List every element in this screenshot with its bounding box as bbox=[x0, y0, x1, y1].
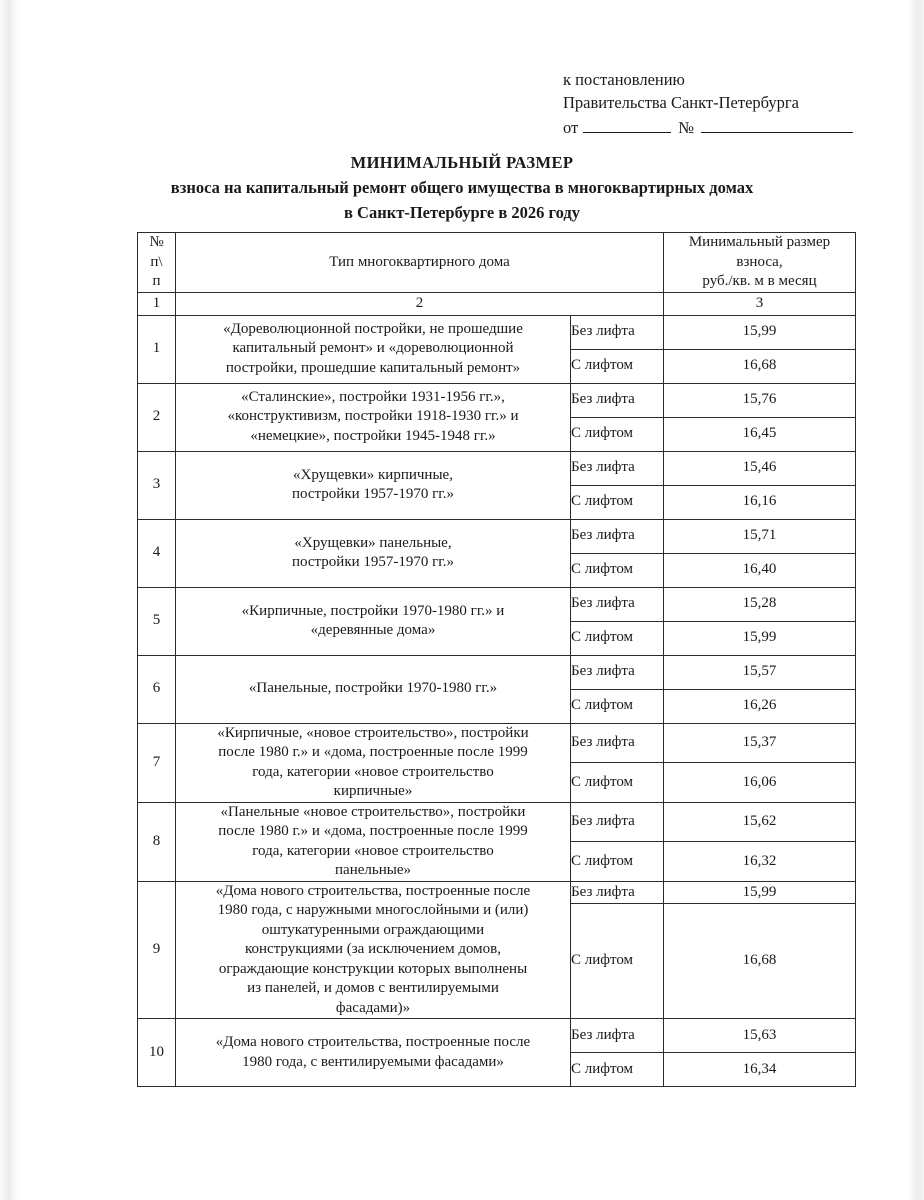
lift-label-with: С лифтом bbox=[571, 621, 664, 655]
house-type-line: «Сталинские», постройки 1931-1956 гг.», bbox=[241, 388, 505, 405]
rate-value-without-lift: 15,71 bbox=[664, 519, 856, 553]
header-line-government: Правительства Санкт-Петербурга bbox=[563, 93, 800, 113]
lift-label-with: С лифтом bbox=[571, 485, 664, 519]
house-type-line: «немецкие», постройки 1945-1948 гг.» bbox=[250, 427, 496, 444]
lift-label-with: С лифтом bbox=[571, 689, 664, 723]
header-rate-line-1: Минимальный размер bbox=[688, 234, 831, 250]
lift-label-without: Без лифта bbox=[571, 383, 664, 417]
date-blank-rule bbox=[583, 132, 671, 133]
house-type-cell bbox=[176, 519, 571, 587]
house-type-line: постройки 1957-1970 гг.» bbox=[292, 554, 454, 570]
column-number-3: 3 bbox=[664, 292, 856, 315]
house-type-line: 1980 года, с наружными многослойными и (или) bbox=[217, 902, 529, 918]
header-number-line-1: № bbox=[149, 234, 164, 250]
lift-label-with: С лифтом bbox=[571, 417, 664, 451]
lift-label-without: Без лифта bbox=[571, 881, 664, 904]
contribution-rates-table bbox=[137, 232, 856, 1087]
header-ot-label: от bbox=[563, 117, 579, 137]
house-type-line: «Кирпичные, «новое строительство», постройки bbox=[217, 724, 529, 741]
lift-label-with: С лифтом bbox=[571, 904, 664, 1019]
lift-label-without: Без лифта bbox=[571, 802, 664, 842]
row-number-cell: 7 bbox=[138, 723, 176, 802]
lift-label-without: Без лифта bbox=[571, 519, 664, 553]
header-rate-line-3: руб./кв. м в месяц bbox=[702, 273, 817, 289]
page-title bbox=[22, 150, 902, 225]
house-type-line: года, категории «новое строительство bbox=[252, 763, 494, 780]
table-column-number-row bbox=[138, 292, 856, 315]
table-row bbox=[138, 723, 856, 763]
house-type-line: после 1980 г.» и «дома, построенные после 1999 bbox=[218, 744, 528, 760]
house-type-cell bbox=[176, 655, 571, 723]
row-number-cell: 4 bbox=[138, 519, 176, 587]
lift-label-without: Без лифта bbox=[571, 723, 664, 763]
header-rate-line-2: взноса, bbox=[736, 253, 783, 270]
rate-value-without-lift: 15,99 bbox=[664, 315, 856, 349]
house-type-cell bbox=[176, 383, 571, 451]
house-type-line: 1980 года, с вентилируемыми фасадами» bbox=[242, 1053, 504, 1070]
lift-label-with: С лифтом bbox=[571, 553, 664, 587]
house-type-line: кирпичные» bbox=[333, 783, 413, 799]
contribution-rates-table-wrapper bbox=[137, 232, 855, 1087]
rate-value-with-lift: 16,45 bbox=[664, 417, 856, 451]
house-type-cell bbox=[176, 587, 571, 655]
rate-value-without-lift: 15,28 bbox=[664, 587, 856, 621]
rate-value-without-lift: 15,76 bbox=[664, 383, 856, 417]
house-type-line: панельные» bbox=[335, 862, 411, 878]
house-type-line: ограждающие конструкции которых выполнены bbox=[218, 960, 528, 977]
lift-label-with: С лифтом bbox=[571, 842, 664, 882]
rate-value-without-lift: 15,62 bbox=[664, 802, 856, 842]
house-type-line: конструкциями (за исключением домов, bbox=[244, 941, 501, 957]
rate-value-with-lift: 16,32 bbox=[664, 842, 856, 882]
lift-label-without: Без лифта bbox=[571, 587, 664, 621]
row-number-cell: 6 bbox=[138, 655, 176, 723]
row-number-cell: 1 bbox=[138, 315, 176, 383]
header-number-line-3: п bbox=[152, 273, 161, 289]
table-row bbox=[138, 802, 856, 842]
lift-label-with: С лифтом bbox=[571, 763, 664, 803]
lift-label-with: С лифтом bbox=[571, 349, 664, 383]
house-type-line: «Дореволюционной постройки, не прошедшие bbox=[223, 320, 523, 337]
lift-label-without: Без лифта bbox=[571, 1019, 664, 1053]
title-line-3: в Санкт-Петербурге в 2026 году bbox=[344, 203, 580, 223]
row-number-cell: 5 bbox=[138, 587, 176, 655]
house-type-line: «конструктивизм, постройки 1918-1930 гг.» и bbox=[227, 408, 519, 425]
table-row bbox=[138, 519, 856, 553]
rate-value-without-lift: 15,37 bbox=[664, 723, 856, 763]
row-number-cell: 8 bbox=[138, 802, 176, 881]
row-number-cell: 9 bbox=[138, 881, 176, 1019]
page-left-edge-shadow bbox=[0, 0, 22, 1200]
house-type-line: постройки 1957-1970 гг.» bbox=[292, 486, 454, 502]
house-type-line: года, категории «новое строительство bbox=[252, 842, 494, 859]
rate-value-with-lift: 16,68 bbox=[664, 349, 856, 383]
header-line-to-decree: к постановлению bbox=[563, 70, 685, 89]
number-blank-rule bbox=[701, 132, 853, 133]
header-cell-number bbox=[138, 233, 176, 293]
document-header-block bbox=[563, 68, 863, 139]
row-number-cell: 2 bbox=[138, 383, 176, 451]
row-number-cell: 3 bbox=[138, 451, 176, 519]
house-type-line: капитальный ремонт» и «дореволюционной bbox=[232, 340, 514, 357]
rate-value-without-lift: 15,63 bbox=[664, 1019, 856, 1053]
house-type-line: «Хрущевки» панельные, bbox=[294, 534, 452, 551]
table-head bbox=[138, 233, 856, 316]
house-type-line: из панелей, и домов с вентилируемыми bbox=[247, 980, 499, 996]
rate-value-with-lift: 15,99 bbox=[664, 621, 856, 655]
house-type-cell bbox=[176, 451, 571, 519]
table-header-row bbox=[138, 233, 856, 293]
house-type-line: «Кирпичные, постройки 1970-1980 гг.» и bbox=[241, 602, 505, 619]
lift-label-with: С лифтом bbox=[571, 1053, 664, 1087]
lift-label-without: Без лифта bbox=[571, 315, 664, 349]
rate-value-with-lift: 16,16 bbox=[664, 485, 856, 519]
rate-value-with-lift: 16,26 bbox=[664, 689, 856, 723]
house-type-cell bbox=[176, 1019, 571, 1087]
table-row bbox=[138, 655, 856, 689]
house-type-cell bbox=[176, 802, 571, 881]
rate-value-with-lift: 16,40 bbox=[664, 553, 856, 587]
title-line-1: МИНИМАЛЬНЫЙ РАЗМЕР bbox=[350, 153, 574, 172]
house-type-cell bbox=[176, 315, 571, 383]
lift-label-without: Без лифта bbox=[571, 655, 664, 689]
table-row bbox=[138, 451, 856, 485]
number-sign-label: № bbox=[678, 117, 694, 137]
table-row bbox=[138, 315, 856, 349]
house-type-cell bbox=[176, 723, 571, 802]
row-number-cell: 10 bbox=[138, 1019, 176, 1087]
page-right-edge-shadow bbox=[908, 0, 924, 1200]
house-type-line: «Панельные, постройки 1970-1980 гг.» bbox=[248, 680, 498, 697]
house-type-line: «Дома нового строительства, построенные после bbox=[215, 1034, 531, 1050]
title-line-2: взноса на капитальный ремонт общего имущества в многоквартирных домах bbox=[170, 178, 754, 198]
house-type-line: «Хрущевки» кирпичные, bbox=[293, 466, 453, 483]
house-type-line: «Дома нового строительства, построенные после bbox=[215, 882, 531, 899]
column-number-2: 2 bbox=[176, 292, 664, 315]
header-cell-house-type: Тип многоквартирного дома bbox=[176, 233, 664, 293]
house-type-line: оштукатуренными ограждающими bbox=[261, 921, 485, 938]
house-type-line: «деревянные дома» bbox=[310, 622, 436, 638]
rate-value-with-lift: 16,34 bbox=[664, 1053, 856, 1087]
table-row bbox=[138, 1019, 856, 1053]
rate-value-with-lift: 16,06 bbox=[664, 763, 856, 803]
table-row bbox=[138, 383, 856, 417]
table-row bbox=[138, 587, 856, 621]
rate-value-without-lift: 15,46 bbox=[664, 451, 856, 485]
rate-value-without-lift: 15,57 bbox=[664, 655, 856, 689]
header-number-line-2: п\ bbox=[150, 253, 163, 270]
lift-label-without: Без лифта bbox=[571, 451, 664, 485]
table-body bbox=[138, 315, 856, 1087]
header-date-number-line bbox=[563, 116, 863, 139]
house-type-line: постройки, прошедшие капитальный ремонт» bbox=[225, 359, 521, 376]
house-type-cell bbox=[176, 881, 571, 1019]
house-type-line: фасадами)» bbox=[335, 999, 411, 1016]
column-number-1: 1 bbox=[138, 292, 176, 315]
rate-value-with-lift: 16,68 bbox=[664, 904, 856, 1019]
house-type-line: после 1980 г.» и «дома, построенные после 1999 bbox=[218, 823, 528, 839]
rate-value-without-lift: 15,99 bbox=[664, 881, 856, 904]
table-row bbox=[138, 881, 856, 904]
header-cell-minimum-rate bbox=[664, 233, 856, 293]
house-type-line: «Панельные «новое строительство», постройки bbox=[220, 803, 526, 820]
